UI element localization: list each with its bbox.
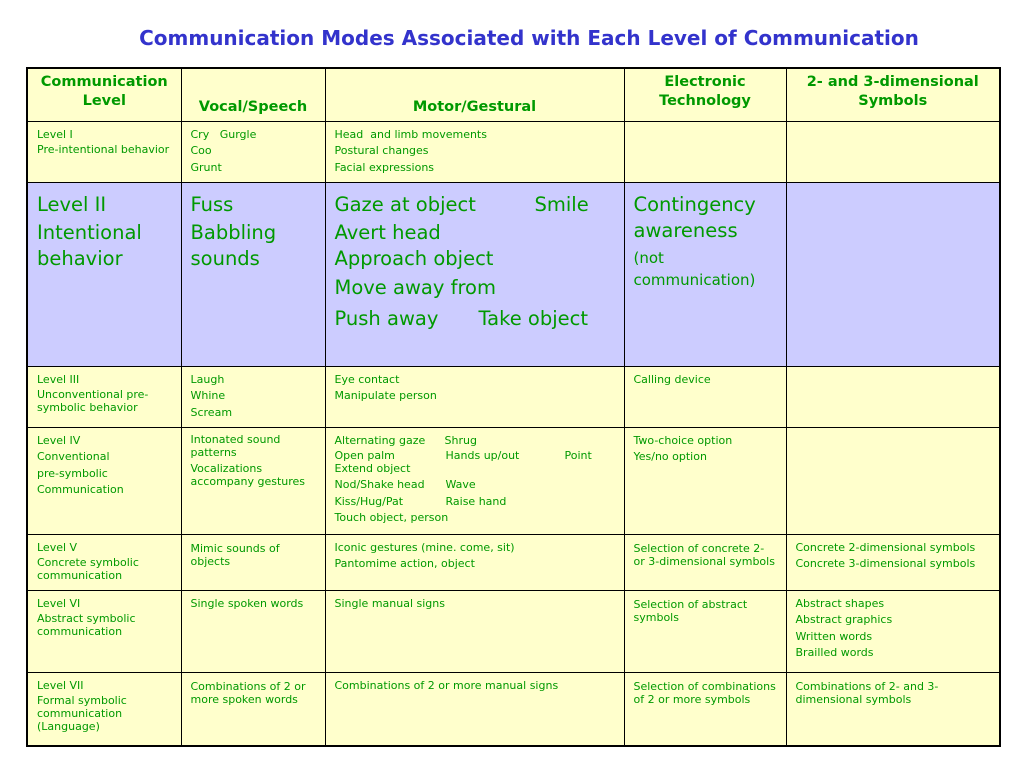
vocal-item: Babbling sounds <box>190 220 277 270</box>
header-electronic-technology: Electronic Technology <box>624 68 786 121</box>
level-cell <box>27 427 181 534</box>
vocal-item: Scream <box>190 405 233 419</box>
symbols-cell <box>786 366 1000 427</box>
vocal-cell <box>181 590 325 672</box>
symbols-item: Concrete 3-dimensional symbols <box>795 557 976 570</box>
table-row <box>27 590 1000 672</box>
symbols-item: Concrete 2-dimensional symbols <box>795 540 976 554</box>
communication-levels-table <box>26 67 1001 747</box>
motor-line <box>335 433 616 450</box>
level-description: Intentional behavior <box>37 220 142 270</box>
motor-item: Take object <box>478 306 589 330</box>
motor-item: Extend object <box>334 462 411 475</box>
level-name: Level VII <box>37 678 84 692</box>
motor-item: Alternating gaze <box>334 433 426 447</box>
motor-item: Open palm <box>334 449 395 462</box>
symbols-cell <box>786 182 1000 366</box>
motor-item: Pantomime action, object <box>334 557 475 570</box>
symbols-cell <box>786 672 1000 746</box>
motor-item: Kiss/Hug/Pat <box>334 494 404 508</box>
motor-item: Hands up/out <box>445 449 520 462</box>
motor-cell <box>325 427 624 534</box>
motor-item: Gaze at object <box>334 192 476 216</box>
vocal-item: Single spoken words <box>190 596 304 610</box>
symbols-cell <box>786 534 1000 590</box>
motor-line <box>335 189 616 220</box>
motor-cell <box>325 590 624 672</box>
electronic-item: Calling device <box>633 372 711 386</box>
electronic-item: Contingency awareness <box>633 192 756 242</box>
vocal-item: Grunt <box>190 160 222 174</box>
header-communication-level: Communication Level <box>27 68 181 121</box>
vocal-item: Whine <box>190 389 226 402</box>
level-name: Level II <box>37 192 107 216</box>
vocal-cell <box>181 182 325 366</box>
electronic-item: (not communication) <box>633 248 756 289</box>
motor-line <box>335 449 616 462</box>
vocal-item: Intonated sound patterns <box>190 432 281 459</box>
electronic-item: Yes/no option <box>633 450 707 463</box>
vocal-item: Combinations of 2 or more spoken words <box>190 679 306 706</box>
table-row <box>27 427 1000 534</box>
level-cell <box>27 672 181 746</box>
electronic-cell <box>624 366 786 427</box>
vocal-cell <box>181 121 325 182</box>
vocal-cell <box>181 672 325 746</box>
motor-item: Move away from <box>334 275 496 299</box>
electronic-item: Selection of abstract symbols <box>633 597 748 624</box>
level-name: Level IV <box>37 433 81 447</box>
level-description: Formal symbolic communication (Language) <box>37 694 127 733</box>
electronic-item: Two-choice option <box>633 433 733 447</box>
level-description: Abstract symbolic communication <box>37 612 136 638</box>
motor-item: Point <box>564 449 592 462</box>
header-symbols: 2- and 3-dimensional Symbols <box>786 68 1000 121</box>
motor-item: Nod/Shake head <box>334 478 425 491</box>
level-description: Communication <box>37 483 124 496</box>
level-name: Level III <box>37 372 80 386</box>
level-description: Conventional <box>37 450 110 463</box>
level-cell <box>27 590 181 672</box>
motor-item: Postural changes <box>334 144 429 157</box>
vocal-item: Vocalizations accompany gestures <box>190 461 306 488</box>
level-cell <box>27 121 181 182</box>
electronic-cell <box>624 534 786 590</box>
vocal-cell <box>181 366 325 427</box>
motor-item: Approach object <box>334 246 494 270</box>
motor-item: Single manual signs <box>334 596 445 610</box>
motor-cell <box>325 121 624 182</box>
electronic-cell <box>624 427 786 534</box>
vocal-item: Laugh <box>190 372 225 386</box>
level-name: Level V <box>37 540 78 554</box>
level-description: Pre-intentional behavior <box>37 143 170 156</box>
symbols-item: Brailled words <box>795 646 874 659</box>
motor-cell <box>325 182 624 366</box>
symbols-item: Abstract shapes <box>795 596 885 610</box>
electronic-item: Selection of combinations of 2 or more symbols <box>633 679 776 706</box>
symbols-cell <box>786 121 1000 182</box>
vocal-item: Coo <box>190 144 212 157</box>
motor-line <box>335 477 616 494</box>
vocal-cell <box>181 534 325 590</box>
symbols-item: Combinations of 2- and 3-dimensional symbols <box>795 679 939 706</box>
table-row <box>27 121 1000 182</box>
motor-item: Head and limb movements <box>334 127 487 141</box>
motor-item: Manipulate person <box>334 389 437 402</box>
symbols-cell <box>786 427 1000 534</box>
motor-item: Combinations of 2 or more manual signs <box>334 678 559 692</box>
vocal-item: Fuss <box>190 192 234 216</box>
level-name: Level I <box>37 127 73 141</box>
level-description: Unconventional pre-symbolic behavior <box>37 388 149 414</box>
level-description: Concrete symbolic communication <box>37 556 139 582</box>
electronic-cell <box>624 182 786 366</box>
page-title: Communication Modes Associated with Each Level of Communication <box>139 26 919 50</box>
symbols-item: Written words <box>795 629 873 643</box>
table-row <box>27 366 1000 427</box>
symbols-item: Abstract graphics <box>795 613 893 626</box>
table-row <box>27 672 1000 746</box>
motor-item: Eye contact <box>334 372 400 386</box>
electronic-cell <box>624 672 786 746</box>
vocal-item: Mimic sounds of objects <box>190 541 280 568</box>
electronic-cell <box>624 121 786 182</box>
vocal-item: Cry Gurgle <box>190 127 257 141</box>
motor-line <box>335 303 616 334</box>
level-cell <box>27 534 181 590</box>
symbols-cell <box>786 590 1000 672</box>
motor-cell <box>325 672 624 746</box>
electronic-item: Selection of concrete 2- or 3-dimensional symbols <box>633 541 775 568</box>
table-row <box>27 534 1000 590</box>
motor-item: Smile <box>534 192 589 216</box>
motor-item: Push away <box>334 306 439 330</box>
motor-item: Facial expressions <box>334 160 435 174</box>
vocal-cell <box>181 427 325 534</box>
electronic-cell <box>624 590 786 672</box>
motor-cell <box>325 366 624 427</box>
table-row <box>27 182 1000 366</box>
level-cell <box>27 182 181 366</box>
level-description: pre-symbolic <box>37 466 108 480</box>
motor-line <box>335 494 616 511</box>
header-vocal-speech: Vocal/Speech <box>181 68 325 121</box>
header-motor-gestural: Motor/Gestural <box>325 68 624 121</box>
motor-item: Touch object, person <box>334 511 449 524</box>
level-cell <box>27 366 181 427</box>
motor-item: Shrug <box>444 433 477 447</box>
motor-item: Raise hand <box>445 494 507 508</box>
motor-item: Wave <box>445 478 476 491</box>
motor-item: Avert head <box>334 220 441 244</box>
header-row <box>27 68 1000 121</box>
level-name: Level VI <box>37 596 81 610</box>
motor-cell <box>325 534 624 590</box>
motor-item: Iconic gestures (mine. come, sit) <box>334 540 515 554</box>
